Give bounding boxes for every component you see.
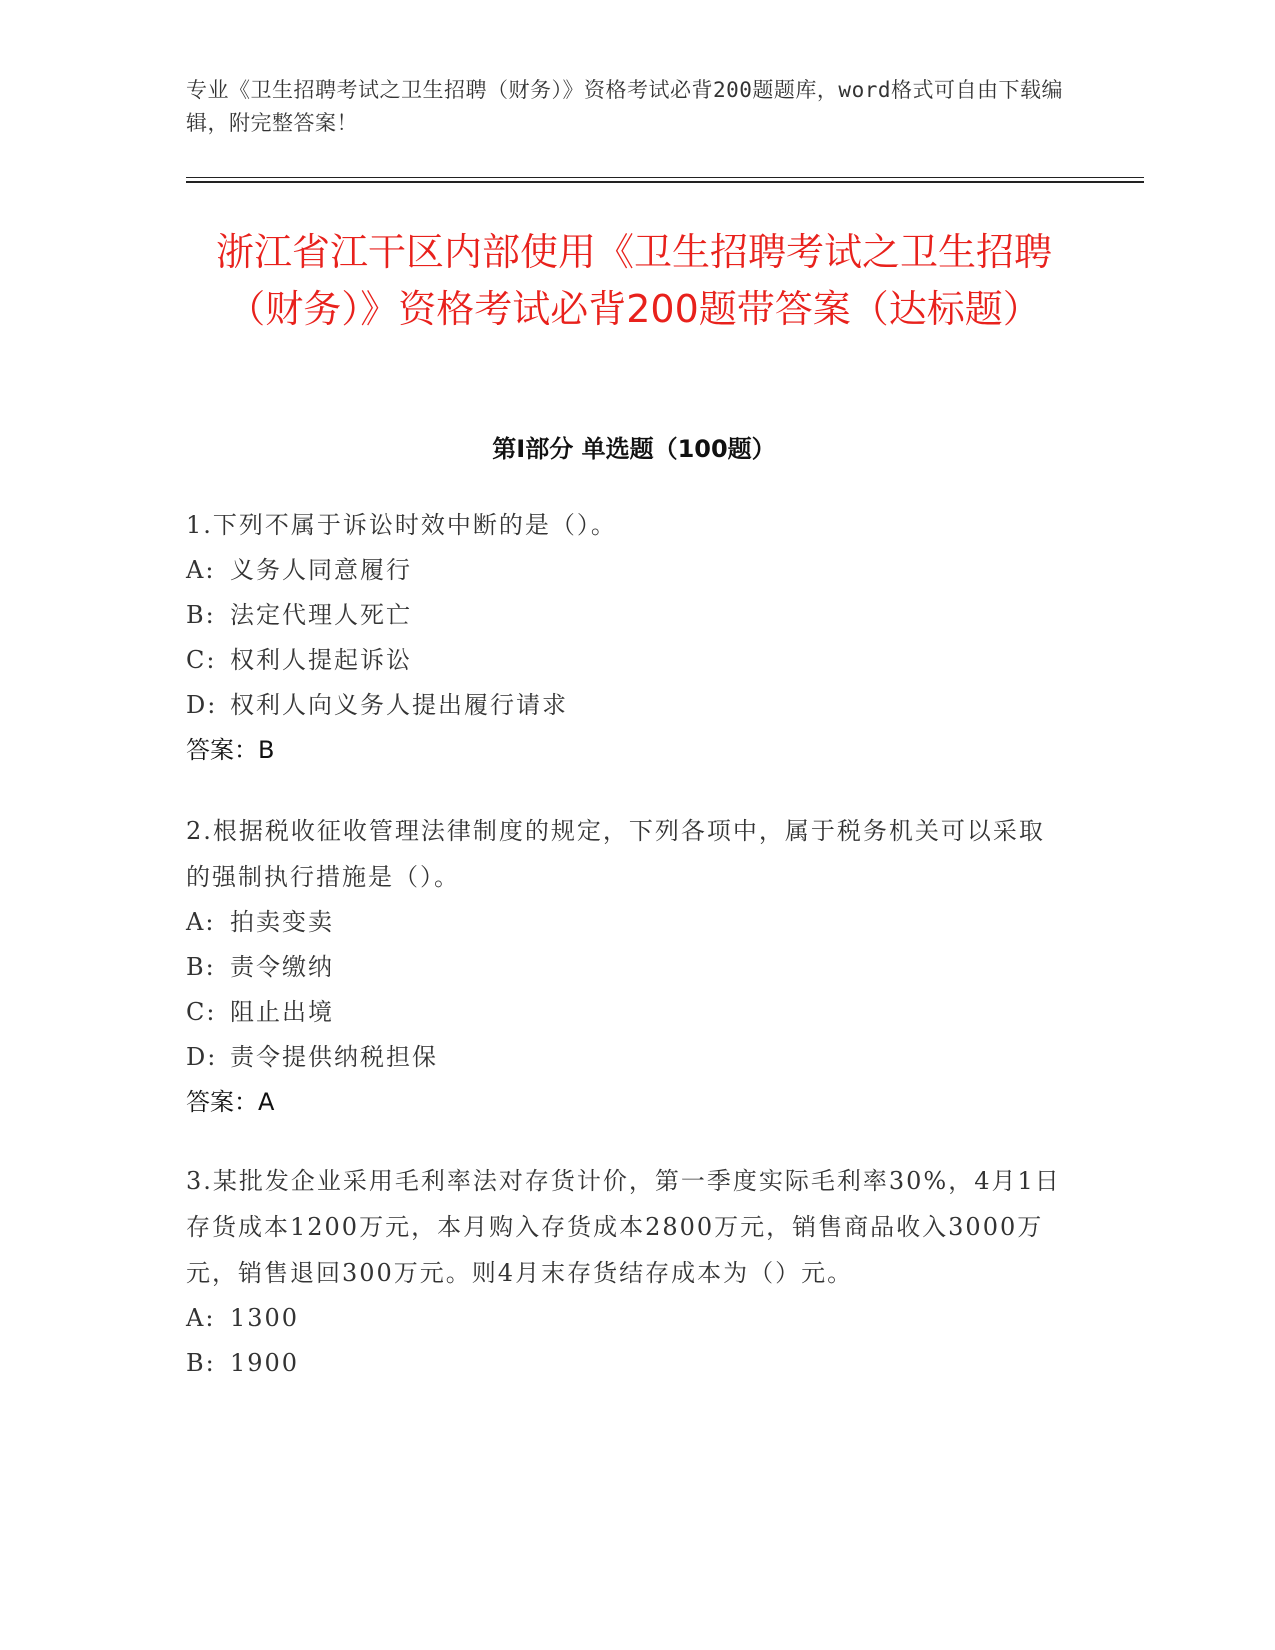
option-text: 1300 <box>230 1304 300 1332</box>
option-text: 拍卖变卖 <box>230 908 334 936</box>
option-a <box>186 548 1066 593</box>
option-text: 权利人向义务人提出履行请求 <box>230 691 568 719</box>
option-letter: A: <box>186 908 216 936</box>
option-d <box>186 1035 1066 1080</box>
question-stem: 1.下列不属于诉讼时效中断的是（）。 <box>186 511 617 539</box>
option-letter: B: <box>186 601 216 629</box>
question-1 <box>186 502 1066 773</box>
option-d <box>186 683 1066 728</box>
option-letter: C: <box>186 998 217 1026</box>
option-letter: A: <box>186 556 216 584</box>
option-letter: B: <box>186 1349 216 1377</box>
header-rule <box>186 177 1144 178</box>
question-stem: 3.某批发企业采用毛利率法对存货计价，第一季度实际毛利率30%，4月1日存货成本1200万元，本月购入存货成本2800万元，销售商品收入3000万元，销售退回300万元。则4月末存货结存成本为（）元。 <box>186 1167 1061 1287</box>
question-2 <box>186 808 1066 1125</box>
option-c <box>186 990 1066 1035</box>
option-text: 责令缴纳 <box>230 953 334 981</box>
option-text: 阻止出境 <box>230 998 334 1026</box>
option-letter: C: <box>186 646 217 674</box>
option-b <box>186 593 1066 638</box>
option-text: 责令提供纳税担保 <box>230 1043 438 1071</box>
header-rule-thick <box>186 181 1144 183</box>
header-note: 专业《卫生招聘考试之卫生招聘（财务）》资格考试必背200题题库，word格式可自由下载编辑，附完整答案！ <box>186 78 1063 135</box>
option-a <box>186 1296 1066 1341</box>
option-letter: D: <box>186 691 218 719</box>
option-text: 1900 <box>230 1349 300 1377</box>
option-text: 义务人同意履行 <box>230 556 412 584</box>
option-b <box>186 1341 1066 1386</box>
option-letter: A: <box>186 1304 216 1332</box>
question-stem: 2.根据税收征收管理法律制度的规定，下列各项中，属于税务机关可以采取的强制执行措施是（）。 <box>186 817 1045 891</box>
option-c <box>186 638 1066 683</box>
option-letter: B: <box>186 953 216 981</box>
question-3 <box>186 1158 1066 1386</box>
section-title: 第I部分 单选题（100题） <box>492 435 776 463</box>
option-text: 法定代理人死亡 <box>230 601 412 629</box>
answer: 答案：A <box>186 1088 275 1116</box>
option-a <box>186 900 1066 945</box>
option-letter: D: <box>186 1043 218 1071</box>
answer: 答案：B <box>186 736 275 764</box>
document-title: 浙江省江干区内部使用《卫生招聘考试之卫生招聘（财务）》资格考试必背200题带答案（达标题） <box>215 230 1052 331</box>
option-text: 权利人提起诉讼 <box>230 646 412 674</box>
option-b <box>186 945 1066 990</box>
